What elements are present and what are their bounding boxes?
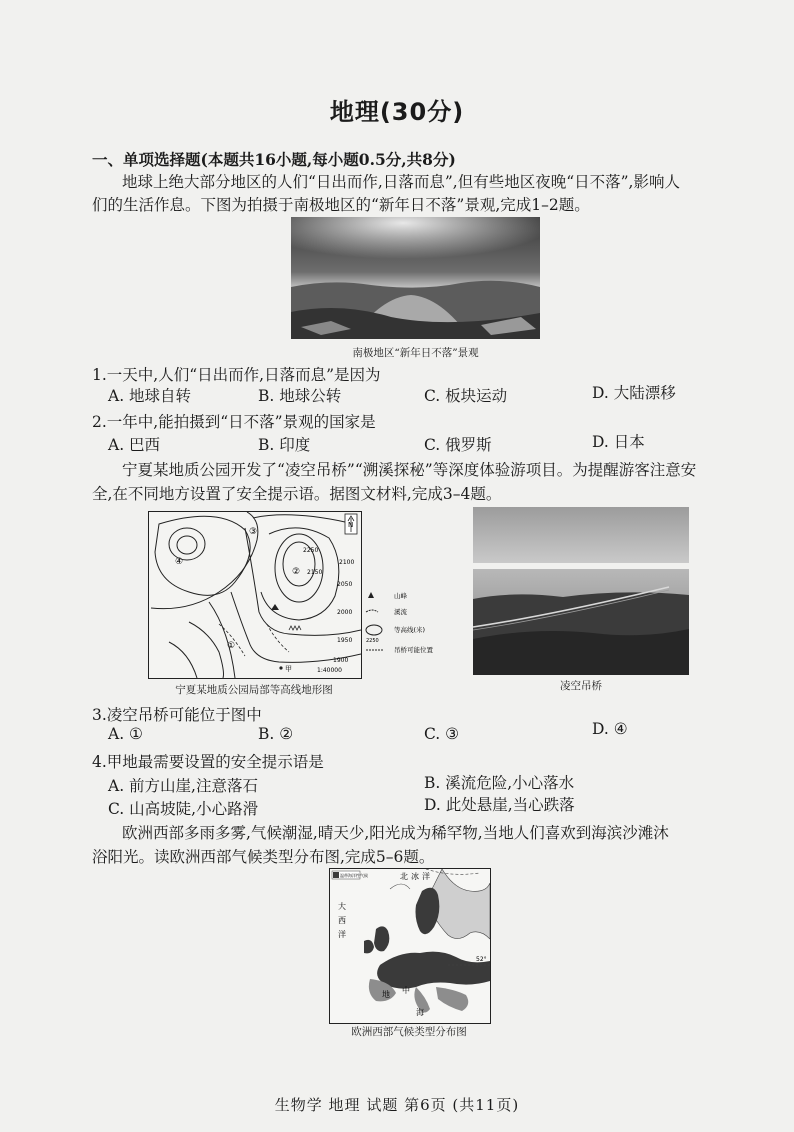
legend-contour-sample: 2250 — [366, 638, 379, 644]
question-2-option-d[interactable]: D. 日本 — [592, 433, 645, 451]
label-zhong: 中 — [402, 986, 410, 995]
question-1-option-a[interactable]: A. 地球自转 — [108, 387, 192, 405]
contour-map-caption: 宁夏某地质公园局部等高线地形图 — [175, 684, 333, 696]
question-2-option-b[interactable]: B. 印度 — [258, 436, 311, 454]
latitude-label: 52° — [476, 956, 487, 963]
label-hai: 海 — [416, 1008, 424, 1017]
question-4-stem: 4.甲地最需要设置的安全提示语是 — [92, 753, 324, 771]
label-da: 大 — [338, 902, 346, 911]
contour-label-1900: 1900 — [333, 657, 349, 664]
section-heading: 一、单项选择题(本题共16小题,每小题0.5分,共8分) — [92, 150, 456, 169]
question-1-option-c[interactable]: C. 板块运动 — [424, 387, 508, 405]
contour-label-1950: 1950 — [337, 637, 353, 644]
question-1-stem: 1.一天中,人们“日出而作,日落而息”是因为 — [92, 366, 381, 384]
label-yang-1: 洋 — [422, 872, 430, 881]
contour-label-2100: 2100 — [339, 559, 355, 566]
contour-label-2000: 2000 — [337, 609, 353, 616]
intro-paragraph-1-cont: 们的生活作息。下图为拍摄于南极地区的“新年日不落”景观,完成1–2题。 — [92, 196, 590, 214]
question-4-option-b[interactable]: B. 溪流危险,小心落水 — [424, 774, 575, 792]
intro-paragraph-1: 地球上绝大部分地区的人们“日出而作,日落而息”,但有些地区夜晚“日不落”,影响人 — [122, 173, 680, 191]
question-3-option-a[interactable]: A. ① — [108, 725, 143, 743]
contour-label-2050: 2050 — [337, 581, 353, 588]
north-arrow: N — [348, 521, 354, 529]
marker-4: ④ — [175, 557, 184, 567]
contour-label-2250: 2250 — [303, 547, 319, 554]
intro-paragraph-2-cont: 全,在不同地方设置了安全提示语。据图文材料,完成3–4题。 — [92, 485, 502, 503]
question-4-option-c[interactable]: C. 山高坡陡,小心路滑 — [108, 800, 259, 818]
marker-2: ② — [292, 567, 301, 577]
label-yang-2: 洋 — [338, 930, 346, 939]
question-3-option-b[interactable]: B. ② — [258, 725, 294, 743]
question-3-option-d[interactable]: D. ④ — [592, 720, 628, 738]
label-bing: 冰 — [411, 872, 419, 881]
bridge-photo-caption: 凌空吊桥 — [560, 680, 602, 692]
europe-climate-map — [329, 868, 491, 1024]
bridge-photo-sky-strip — [473, 507, 689, 563]
question-2-stem: 2.一年中,能拍摄到“日不落”景观的国家是 — [92, 413, 376, 431]
marker-1: ① — [227, 641, 236, 651]
contour-legend — [364, 590, 444, 656]
label-xi: 西 — [338, 916, 346, 925]
legend-stream: 溪流 — [394, 608, 407, 616]
question-3-option-c[interactable]: C. ③ — [424, 725, 460, 743]
question-2-option-c[interactable]: C. 俄罗斯 — [424, 436, 492, 454]
point-jia: 甲 — [285, 665, 292, 673]
question-1-option-d[interactable]: D. 大陆漂移 — [592, 384, 676, 402]
antarctic-midnight-sun-photo — [291, 217, 540, 339]
page-footer: 生物学 地理 试题 第6页 (共11页) — [274, 1096, 520, 1114]
label-bei: 北 — [400, 872, 408, 881]
suspension-bridge-photo — [473, 569, 689, 675]
map-scale: 1:40000 — [317, 667, 342, 674]
intro-paragraph-2: 宁夏某地质公园开发了“凌空吊桥”“溯溪探秘”等深度体验游项目。为提醒游客注意安 — [122, 461, 697, 479]
legend-peak: 山峰 — [394, 592, 407, 600]
page-title: 地理(30分) — [329, 98, 465, 126]
question-1-option-b[interactable]: B. 地球公转 — [258, 387, 342, 405]
legend-contour: 等高线(米) — [394, 626, 426, 634]
question-4-option-a[interactable]: A. 前方山崖,注意落石 — [108, 777, 258, 795]
intro-paragraph-3: 欧洲西部多雨多雾,气候潮湿,晴天少,阳光成为稀罕物,当地人们喜欢到海滨沙滩沐 — [122, 824, 669, 842]
antarctic-photo-caption: 南极地区“新年日不落”景观 — [352, 347, 479, 359]
europe-map-caption: 欧洲西部气候类型分布图 — [351, 1026, 467, 1038]
marker-3: ③ — [249, 527, 258, 537]
question-4-option-d[interactable]: D. 此处悬崖,当心跌落 — [424, 796, 575, 814]
legend-bridge: 吊桥可能位置 — [394, 646, 433, 654]
legend-maritime-climate: 温带海洋性气候 — [340, 873, 368, 878]
question-2-option-a[interactable]: A. 巴西 — [108, 436, 161, 454]
question-3-stem: 3.凌空吊桥可能位于图中 — [92, 706, 262, 724]
label-di: 地 — [382, 990, 390, 999]
contour-map — [148, 511, 362, 679]
contour-label-2150: 2150 — [307, 569, 323, 576]
intro-paragraph-3-cont: 浴阳光。读欧洲西部气候类型分布图,完成5–6题。 — [92, 848, 435, 866]
